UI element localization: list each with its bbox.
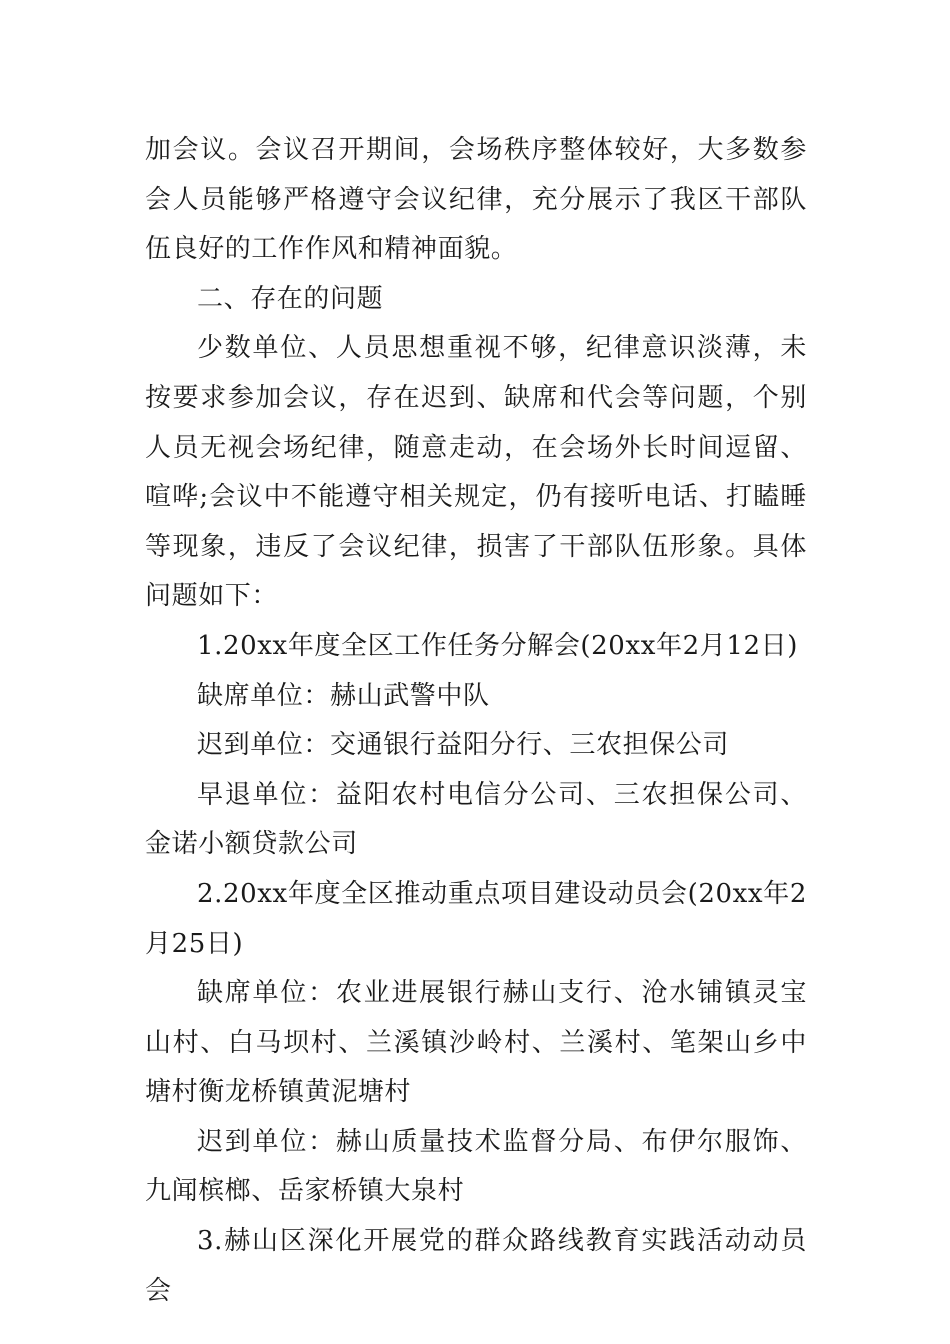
meeting-2-absent: 缺席单位：农业进展银行赫山支行、沧水铺镇灵宝山村、白马坝村、兰溪镇沙岭村、兰溪村、笔架山乡中塘村衡龙桥镇黄泥塘村 <box>145 978 807 1108</box>
meeting-1-title: 1.20xx年度全区工作任务分解会(20xx年2月12日) <box>197 630 798 661</box>
paragraph-problems-summary: 少数单位、人员思想重视不够，纪律意识淡薄，未按要求参加会议，存在迟到、缺席和代会等问题，个别人员无视会场纪律，随意走动，在会场外长时间逗留、喧哗;会议中不能遵守相关规定，仍有接听电话、打瞌睡等现象，违反了会议纪律，损害了干部队伍形象。具体问题如下： <box>145 333 807 612</box>
meeting-1-early-leave: 早退单位：益阳农村电信分公司、三农担保公司、金诺小额贷款公司 <box>145 779 807 860</box>
meeting-1-absent: 缺席单位：赫山武警中队 <box>197 680 490 711</box>
section-heading-problems: 二、存在的问题 <box>197 283 384 314</box>
meeting-2-title: 2.20xx年度全区推动重点项目建设动员会(20xx年2月25日) <box>145 878 807 959</box>
document-body <box>145 126 807 1316</box>
meeting-3-title: 3.赫山区深化开展党的群众路线教育实践活动动员会 <box>145 1226 807 1306</box>
meeting-2-late: 迟到单位：赫山质量技术监督分局、布伊尔服饰、九闻槟榔、岳家桥镇大泉村 <box>145 1126 807 1207</box>
paragraph-meeting-order: 加会议。会议召开期间，会场秩序整体较好，大多数参会人员能够严格遵守会议纪律，充分展示了我区干部队伍良好的工作作风和精神面貌。 <box>145 135 807 265</box>
meeting-1-late: 迟到单位：交通银行益阳分行、三农担保公司 <box>197 730 730 761</box>
